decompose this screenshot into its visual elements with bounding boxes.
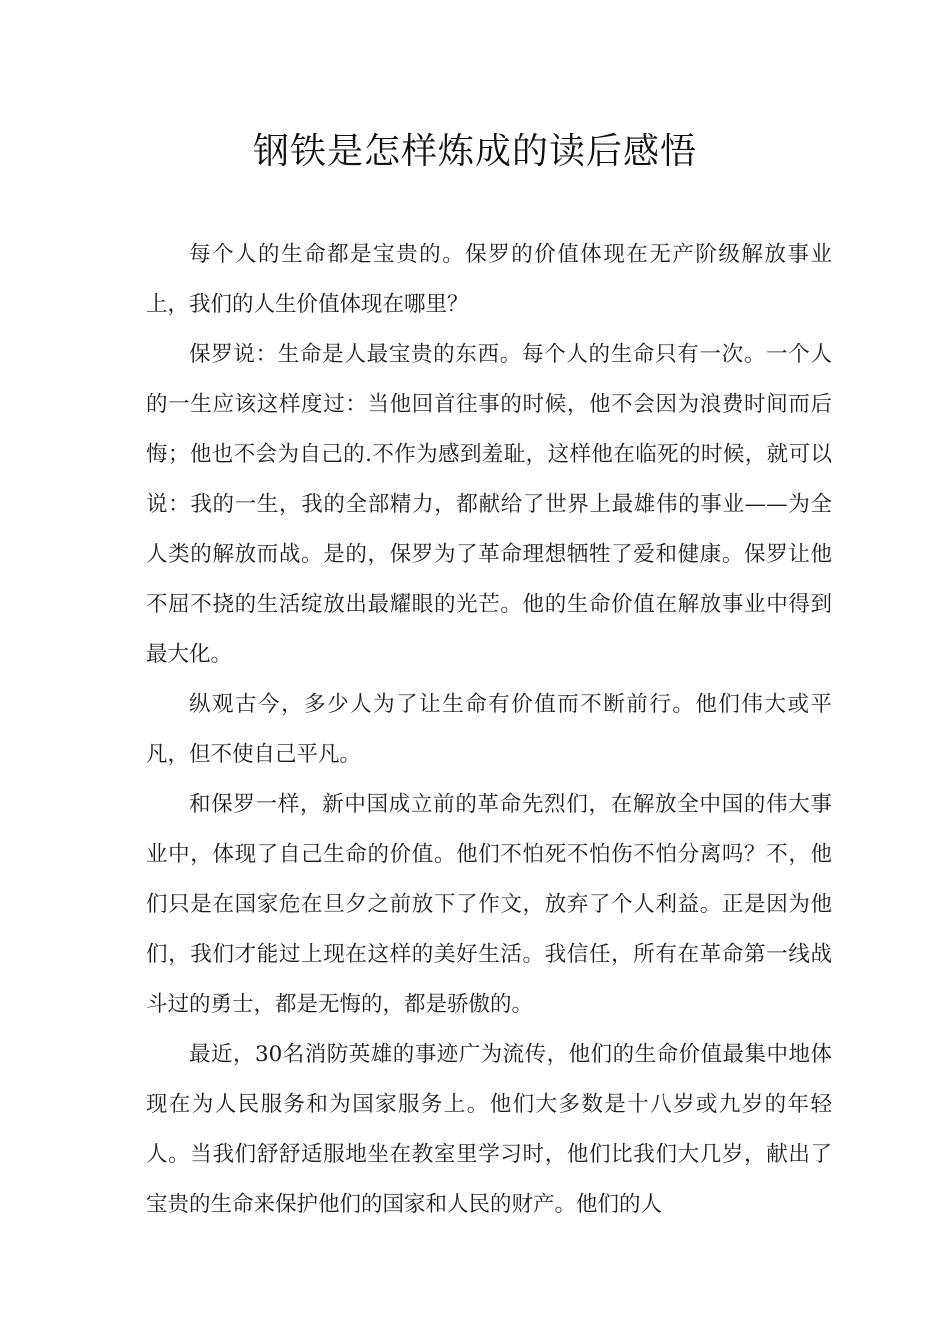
paragraph-3: 纵观古今，多少人为了让生命有价值而不断前行。他们伟大或平凡，但不使自己平凡。 xyxy=(146,692,832,767)
paragraph-1: 每个人的生命都是宝贵的。保罗的价值体现在无产阶级解放事业上，我们的人生价值体现在哪里？ xyxy=(146,242,832,317)
document-body xyxy=(146,230,832,1230)
paragraph-5: 最近，30名消防英雄的事迹广为流传，他们的生命价值最集中地体现在为人民服务和为国家服务上。他们大多数是十八岁或九岁的年轻人。当我们舒舒适服地坐在教室里学习时，他们比我们大几岁，献出了宝贵的生命来保护他们的国家和人民的财产。他们的人 xyxy=(146,1042,832,1217)
document-title: 钢铁是怎样炼成的读后感悟 xyxy=(252,131,697,172)
paragraph-4: 和保罗一样，新中国成立前的革命先烈们，在解放全中国的伟大事业中，体现了自己生命的价值。他们不怕死不怕伤不怕分离吗？不，他们只是在国家危在旦夕之前放下了作文，放弃了个人利益。正是因为他们，我们才能过上现在这样的美好生活。我信任，所有在革命第一线战斗过的勇士，都是无悔的，都是骄傲的。 xyxy=(146,792,832,1017)
paragraph-2: 保罗说：生命是人最宝贵的东西。每个人的生命只有一次。一个人的一生应该这样度过：当他回首往事的时候，他不会因为浪费时间而后悔；他也不会为自己的.不作为感到羞耻，这样他在临死的时候，就可以说：我的一生，我的全部精力，都献给了世界上最雄伟的事业——为全人类的解放而战。是的，保罗为了革命理想牺牲了爱和健康。保罗让他不屈不挠的生活绽放出最耀眼的光芒。他的生命价值在解放事业中得到最大化。 xyxy=(146,342,832,667)
